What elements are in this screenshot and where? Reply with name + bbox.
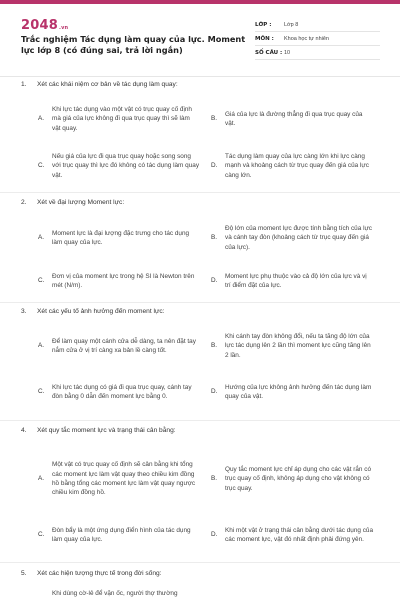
question-header: 1. Xét các khái niệm cơ bản về tác dụng làm quay: bbox=[21, 81, 178, 88]
meta-row-subject bbox=[255, 32, 380, 46]
question-divider bbox=[0, 420, 400, 421]
question-header: 2. Xét về đại lượng Moment lực: bbox=[21, 199, 125, 206]
meta-value: Lớp 8 bbox=[284, 21, 299, 28]
meta-row-count bbox=[255, 46, 380, 60]
question-divider bbox=[0, 302, 400, 303]
meta-key: LỚP : bbox=[255, 21, 272, 28]
question-header: 3. Xét các yếu tố ảnh hưởng đến moment lực: bbox=[21, 308, 165, 315]
option-c[interactable]: C. Khi lực tác dụng có giá đi qua trục quay, cánh tay đòn bằng 0 dẫn đến moment lực bằng 0. bbox=[38, 383, 192, 400]
meta-value: Khoa học tự nhiên bbox=[284, 35, 329, 42]
document-title: Trắc nghiệm Tác dụng làm quay của lực. Moment lực lớp 8 (có đúng sai, trả lời ngắn) bbox=[21, 34, 246, 55]
option-b[interactable]: B. Khi cánh tay đòn không đổi, nếu ta tăng độ lớn của lực tác dụng lên 2 lần thì moment lực cũng tăng lên 2 lần. bbox=[211, 332, 371, 359]
option-b[interactable]: B. Quy tắc moment lực chỉ áp dụng cho các vật rắn có trục quay cố định, không áp dụng cho vật không có trục quay. bbox=[211, 465, 372, 492]
option-c[interactable]: C. Nếu giá của lực đi qua trục quay hoặc song song với trục quay thì lực đó không có tác dụng làm quay vật. bbox=[38, 152, 200, 179]
meta-row-class bbox=[255, 18, 380, 32]
option-a[interactable]: A. Một vật có trục quay cố định sẽ cân bằng khi tổng các moment lực làm vật quay theo chiều kim đồng hồ bằng tổng các moment lực làm vật quay ngược chiều kim đồng hồ. bbox=[38, 461, 196, 497]
meta-info bbox=[255, 18, 380, 60]
option-a[interactable]: A. Để làm quay một cánh cửa dễ dàng, ta nên đặt tay nắm cửa ở vị trí càng xa bản lề càng tốt. bbox=[38, 337, 196, 354]
option-a[interactable]: A. Khi lực tác dụng vào một vật có trục quay cố định mà giá của lực không đi qua trục quay thì sẽ làm vật quay. bbox=[38, 105, 192, 132]
question-header: 4. Xét quy tắc moment lực và trạng thái cân bằng: bbox=[21, 427, 176, 434]
meta-key: MÔN : bbox=[255, 35, 274, 42]
site-logo[interactable]: 2048.vn bbox=[21, 18, 69, 33]
question-divider bbox=[0, 562, 400, 563]
option-c[interactable]: C. Đơn vị của moment lực trong hệ SI là Newton trên mét (N/m). bbox=[38, 272, 195, 289]
meta-value: 10 bbox=[284, 49, 291, 56]
option-d[interactable]: D. Hướng của lực không ảnh hưởng đến tác dụng làm quay của vật. bbox=[211, 383, 372, 400]
option-a[interactable]: A. Moment lực là đại lượng đặc trưng cho tác dụng làm quay của lực. bbox=[38, 229, 190, 246]
meta-key: SỐ CÂU : bbox=[255, 49, 283, 56]
option-d[interactable]: D. Tác dụng làm quay của lực càng lớn khi lực càng mạnh và khoảng cách từ trục quay đến giá của lực càng lớn. bbox=[211, 152, 369, 179]
option-a[interactable]: Khi dùng cờ-lê để vặn ốc, người thợ thường bbox=[52, 590, 178, 597]
question-header: 5. Xét các hiện tượng thực tế trong đời sống: bbox=[21, 570, 162, 577]
option-d[interactable]: D. Khi một vật ở trạng thái cân bằng dưới tác dụng của các moment lực, vật đó nhất định phải đứng yên. bbox=[211, 526, 374, 543]
option-d[interactable]: D. Moment lực phụ thuộc vào cả độ lớn của lực và vị trí điểm đặt của lực. bbox=[211, 272, 367, 289]
option-b[interactable]: B. Giá của lực là đường thẳng đi qua trục quay của vật. bbox=[211, 110, 363, 127]
option-c[interactable]: C. Đòn bẩy là một ứng dụng điển hình của tác dụng làm quay của lực. bbox=[38, 526, 191, 543]
option-b[interactable]: B. Độ lớn của moment lực được tính bằng tích của lực và cánh tay đòn (khoảng cách từ trục quay đến giá của lực). bbox=[211, 224, 372, 251]
question-divider bbox=[0, 192, 400, 193]
header-divider bbox=[0, 76, 400, 77]
page-header bbox=[0, 4, 400, 60]
